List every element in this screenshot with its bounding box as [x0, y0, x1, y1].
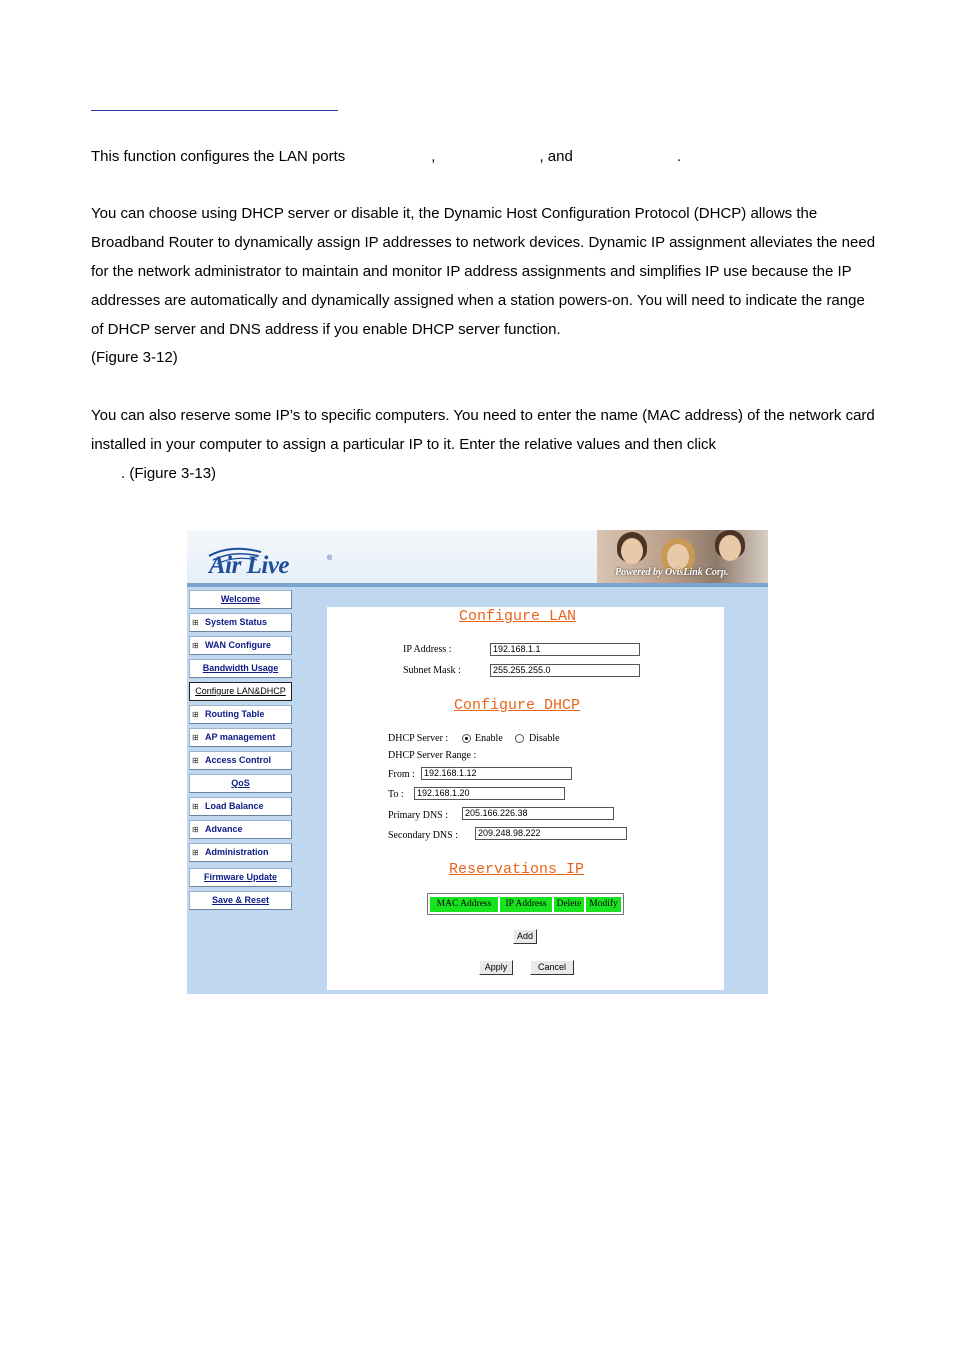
- expand-plus-icon: ⊞: [192, 733, 199, 742]
- subnet-mask-label: Subnet Mask :: [403, 665, 461, 676]
- primary-dns-input[interactable]: 205.166.226.38: [462, 807, 614, 820]
- nav-access-control[interactable]: ⊞ Access Control: [189, 751, 292, 770]
- nav-firmware-update[interactable]: Firmware Update: [189, 868, 292, 887]
- expand-plus-icon: ⊞: [192, 802, 199, 811]
- nav-save-reset[interactable]: Save & Reset: [189, 891, 292, 910]
- col-ip-address: IP Address: [500, 897, 552, 912]
- config-panel: [327, 607, 724, 990]
- person-face: [621, 538, 643, 564]
- nav-wan-configure[interactable]: ⊞ WAN Configure: [189, 636, 292, 655]
- expand-plus-icon: ⊞: [192, 710, 199, 719]
- nav-administration[interactable]: ⊞ Administration: [189, 843, 292, 862]
- nav-ap-management[interactable]: ⊞ AP management: [189, 728, 292, 747]
- powered-by-text: Powered by OvisLink Corp.: [615, 567, 729, 578]
- col-delete: Delete: [554, 897, 584, 912]
- configure-dhcp-title: Configure DHCP: [454, 697, 581, 714]
- expand-plus-icon: ⊞: [192, 641, 199, 650]
- secondary-dns-label: Secondary DNS :: [388, 830, 458, 841]
- dhcp-paragraph: You can choose using DHCP server or disable it, the Dynamic Host Configuration Protocol (DHCP) allows the Broadband Router to dynamically assign IP addresses to network devices. Dynamic IP assignment alleviates the need for the network administrator to maintain and monitor IP address assignments and simplifies IP use because the IP addresses are automatically and dynamically assigned when a station powers-on. You will need to indicate the range of DHCP server and DNS address if you enable DHCP server function.: [91, 205, 876, 338]
- dhcp-enable-label: Enable: [475, 733, 503, 744]
- reservations-table: [427, 893, 624, 915]
- nav-bandwidth-usage[interactable]: Bandwidth Usage: [189, 659, 292, 678]
- nav-configure-lan-dhcp[interactable]: Configure LAN&DHCP: [189, 682, 292, 701]
- nav-welcome[interactable]: Welcome: [189, 590, 292, 609]
- airlive-logo-text: Air Live: [209, 552, 290, 579]
- range-from-input[interactable]: 192.168.1.12: [421, 767, 572, 780]
- expand-plus-icon: ⊞: [192, 848, 199, 857]
- nav-routing-table[interactable]: ⊞ Routing Table: [189, 705, 292, 724]
- add-button[interactable]: Add: [513, 929, 537, 944]
- configure-lan-title: Configure LAN: [459, 608, 577, 625]
- range-to-label: To :: [388, 789, 404, 800]
- dhcp-server-label: DHCP Server :: [388, 733, 449, 744]
- expand-plus-icon: ⊞: [192, 618, 199, 627]
- nav-qos[interactable]: QoS: [189, 774, 292, 793]
- dhcp-disable-label: Disable: [529, 733, 560, 744]
- dhcp-enable-radio[interactable]: [462, 734, 471, 743]
- dhcp-disable-radio[interactable]: [515, 734, 524, 743]
- nav-system-status[interactable]: ⊞ System Status: [189, 613, 292, 632]
- reservations-ip-title: Reservations IP: [449, 861, 585, 878]
- figure-ref-3-13: . (Figure 3-13): [121, 465, 217, 482]
- secondary-dns-input[interactable]: 209.248.98.222: [475, 827, 627, 840]
- banner: [187, 530, 768, 587]
- intro-text-sep1: ,: [431, 148, 436, 165]
- section-heading-underline: [91, 110, 338, 111]
- col-mac-address: MAC Address: [430, 897, 498, 912]
- nav-advance[interactable]: ⊞ Advance: [189, 820, 292, 839]
- person-face: [719, 535, 741, 561]
- expand-plus-icon: ⊞: [192, 825, 199, 834]
- range-to-input[interactable]: 192.168.1.20: [414, 787, 565, 800]
- cancel-button[interactable]: Cancel: [530, 960, 574, 975]
- expand-plus-icon: ⊞: [192, 756, 199, 765]
- apply-button[interactable]: Apply: [479, 960, 513, 975]
- figure-ref-3-12: (Figure 3-12): [91, 349, 178, 366]
- subnet-mask-input[interactable]: 255.255.255.0: [490, 664, 640, 677]
- registered-mark: ®: [327, 555, 333, 562]
- dhcp-range-label: DHCP Server Range :: [388, 750, 477, 761]
- primary-dns-label: Primary DNS :: [388, 810, 448, 821]
- reservation-paragraph: You can also reserve some IP’s to specific computers. You need to enter the name (MAC address) of the network card installed in your computer to assign a particular IP to it. Enter the relative values and then click: [91, 407, 875, 453]
- intro-text-end: .: [676, 148, 682, 165]
- ip-address-input[interactable]: 192.168.1.1: [490, 643, 640, 656]
- router-config-screenshot: [187, 530, 768, 994]
- nav-load-balance[interactable]: ⊞ Load Balance: [189, 797, 292, 816]
- intro-text-sep2: , and: [539, 148, 573, 165]
- intro-text: This function configures the LAN ports: [91, 148, 346, 165]
- range-from-label: From :: [388, 769, 415, 780]
- intro-paragraph: [91, 142, 881, 171]
- ip-address-label: IP Address :: [403, 644, 452, 655]
- col-modify: Modify: [586, 897, 621, 912]
